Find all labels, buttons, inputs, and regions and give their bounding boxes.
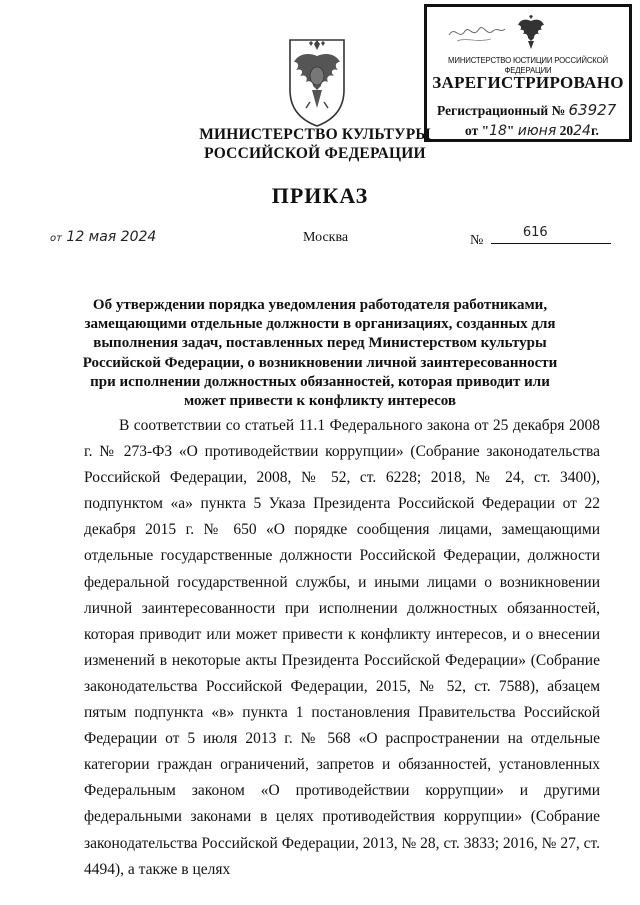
ministry-name: МИНИСТЕРСТВО КУЛЬТУРЫ РОССИЙСКОЙ ФЕДЕРАЦИИ (199, 126, 431, 162)
document-body: В соответствии со статьей 11.1 Федерального закона от 25 декабря 2008 г. № 273-ФЗ «О противодействии коррупции» (Собрание законодательства Российской Федерации, 2008, № 52, ст. 6228; 2018, № 24, ст. 3400), подпунктом «а» пункта 5 Указа Президента Российской Федерации от 22 декабря 2015 г. № 650 «О порядке сообщения лицами, замещающими отдельные государственные должности Российской Федерации, должности федеральной государственной службы, и иными лицами о возникновении личной заинтересованности при исполнении должностных обязанностей, которая приводит или может привести к конфликту интересов, и о внесении изменений в некоторые акты Президента Российской Федерации» (Собрание законодательства Российской Федерации, 2015, № 52, ст. 7588), абзацем пятым подпункта «в» пункта 1 постановления Правительства Российской Федерации от 5 июля 2013 г. № 568 «О распространении на отдельные категории граждан ограничений, запретов и обязанностей, установленных Федеральным законом «О противодействии коррупции» и другими федеральными законами в целях противодействия коррупции» (Собрание законодательства Российской Федерации, 2013, № 28, ст. 3833; 2016, № 27, ст. 4494), а также в целях (84, 417, 600, 878)
document-city: Москва (303, 230, 349, 245)
stamp-date-prefix: от " (465, 123, 490, 138)
stamp-registration-number (437, 101, 616, 119)
stamp-date-suffix: г. (590, 123, 599, 138)
number-value: 616 (522, 225, 548, 240)
document-title: ПРИКАЗ (271, 183, 369, 208)
stamp-date (465, 123, 599, 139)
stamp-reg-number: 63927 (568, 101, 617, 119)
stamp-date-year: 24 (573, 123, 591, 139)
stamp-eagle-icon (517, 15, 545, 51)
number-label: № (470, 233, 484, 248)
stamp-date-month: июня (517, 123, 557, 139)
document-number (470, 225, 611, 249)
stamp-date-day: 18 (489, 123, 507, 139)
stamp-date-mid: " (506, 123, 515, 138)
date-prefix: от (50, 233, 62, 244)
document-date (50, 229, 156, 245)
stamp-date-year-prefix: 20 (559, 123, 574, 138)
number-line (491, 225, 611, 244)
coat-of-arms-emblem (286, 36, 348, 128)
stamp-ministry: МИНИСТЕРСТВО ЮСТИЦИИ РОССИЙСКОЙ ФЕДЕРАЦИИ (448, 55, 608, 75)
signature-scribble (447, 21, 507, 45)
document-heading: Об утверждении порядка уведомления работодателя работниками, замещающими отдельные должности в организациях, созданных для выполнения задач, поставленных перед Министерством культуры Российской Федерации, о возникновении личной заинтересованности при исполнении должностных обязанностей, которая приводит или может привести к конфликту интересов (82, 297, 558, 410)
stamp-registered: ЗАРЕГИСТРИРОВАНО (432, 73, 624, 92)
stamp-reg-label: Регистрационный № (437, 103, 566, 118)
registration-stamp (424, 4, 632, 142)
date-value: 12 мая 2024 (66, 229, 157, 245)
